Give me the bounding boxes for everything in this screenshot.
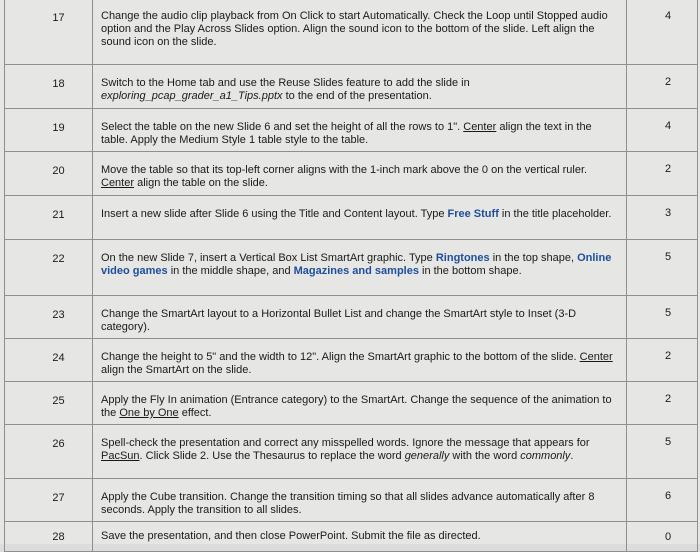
- description-text: generally: [404, 450, 450, 462]
- description-text: Select the table on the new Slide 6 and set the height of all the rows to 1".: [101, 121, 464, 133]
- step-description: [93, 65, 627, 109]
- step-number: 20: [52, 165, 65, 177]
- step-number-cell: [5, 152, 93, 196]
- description-text: On the new Slide 7, insert a Vertical Box List SmartArt graphic. Type: [101, 252, 436, 264]
- step-number: 28: [52, 531, 65, 543]
- typed-text: Free Stuff: [447, 208, 499, 220]
- step-number: 18: [52, 78, 65, 90]
- step-description: [93, 196, 627, 240]
- step-number-cell: [5, 240, 93, 296]
- typed-text: Magazines and samples: [293, 265, 419, 277]
- points-cell: [627, 240, 698, 296]
- points-cell: [627, 152, 698, 196]
- description-text: Move the table so that its top-left corner aligns with the 1-inch mark above the 0 on the vertical ruler.: [101, 164, 588, 176]
- table-row: [5, 196, 698, 240]
- step-description: [93, 240, 627, 296]
- description-text: Change the SmartArt layout to a Horizontal Bullet List and change the SmartArt style to Inset (3-D category).: [101, 308, 577, 333]
- table-row: [5, 296, 698, 339]
- table-row: [5, 65, 698, 109]
- step-number-cell: [5, 196, 93, 240]
- description-text: Change the height to 5" and the width to 12". Align the SmartArt graphic to the bottom of the slide.: [101, 351, 580, 363]
- description-text: .: [570, 450, 574, 462]
- description-text: with the word: [449, 450, 521, 462]
- description-text: Center: [579, 351, 613, 363]
- description-text: One by One: [119, 407, 179, 419]
- step-number: 17: [52, 12, 65, 24]
- points-value: 3: [664, 207, 672, 219]
- description-text: Spell-check the presentation and correct any misspelled words. Ignore the message that appears for: [101, 437, 590, 449]
- step-number-cell: [5, 296, 93, 339]
- description-text: Apply the Cube transition. Change the transition timing so that all slides advance automatically after 8 seconds. Apply the transition to all slides.: [101, 491, 595, 516]
- points-value: 2: [664, 76, 672, 88]
- step-number-cell: [5, 382, 93, 425]
- description-text: commonly: [520, 450, 571, 462]
- table-row: [5, 522, 698, 552]
- description-text: in the middle shape, and: [167, 265, 294, 277]
- description-text: align the table on the slide.: [134, 177, 268, 189]
- description-text: Switch to the Home tab and use the Reuse Slides feature to add the slide in: [101, 77, 470, 89]
- points-value: 2: [664, 393, 672, 405]
- step-description: [93, 479, 627, 522]
- points-cell: [627, 65, 698, 109]
- points-value: 4: [664, 120, 672, 132]
- description-text: Insert a new slide after Slide 6 using the Title and Content layout. Type: [101, 208, 448, 220]
- step-description: [93, 522, 627, 552]
- step-number: 23: [52, 309, 65, 321]
- step-number: 19: [52, 122, 65, 134]
- typed-text: Online video games: [101, 252, 612, 277]
- points-cell: [627, 296, 698, 339]
- description-text: in the top shape,: [489, 252, 578, 264]
- step-number: 21: [52, 209, 65, 221]
- description-text: Apply the Fly In animation (Entrance category) to the SmartArt. Change the sequence of the animation to the: [101, 394, 612, 419]
- points-cell: [627, 109, 698, 152]
- description-text: align the text in the table. Apply the Medium Style 1 table style to the table.: [101, 121, 592, 146]
- points-cell: [627, 339, 698, 382]
- step-number-cell: [5, 339, 93, 382]
- points-cell: [627, 196, 698, 240]
- description-text: to the end of the presentation.: [282, 90, 432, 102]
- file-name: exploring_pcap_grader_a1_Tips.pptx: [101, 90, 283, 102]
- description-text: PacSun: [101, 450, 140, 462]
- step-number: 22: [52, 253, 65, 265]
- table-row: [5, 425, 698, 479]
- step-description: [93, 382, 627, 425]
- description-text: effect.: [178, 407, 212, 419]
- step-number-cell: [5, 479, 93, 522]
- points-value: 5: [664, 436, 672, 448]
- points-cell: [627, 425, 698, 479]
- step-description: [93, 425, 627, 479]
- step-description: [93, 296, 627, 339]
- table-row: [5, 109, 698, 152]
- step-number-cell: [5, 0, 93, 65]
- steps-table: [4, 0, 698, 552]
- step-number: 25: [52, 395, 65, 407]
- points-value: 5: [664, 251, 672, 263]
- description-text: . Click Slide 2. Use the Thesaurus to replace the word: [139, 450, 405, 462]
- step-number-cell: [5, 522, 93, 552]
- description-text: in the bottom shape.: [418, 265, 522, 277]
- description-text: Change the audio clip playback from On Click to start Automatically. Check the Loop until Stopped audio option and the Play Across Slides option. Align the sound icon to the bottom of the slide. Left align the sound icon on the slide.: [101, 10, 608, 48]
- table-row: [5, 0, 698, 65]
- step-number-cell: [5, 109, 93, 152]
- typed-text: Ringtones: [435, 252, 490, 264]
- points-value: 4: [664, 10, 672, 22]
- step-number: 26: [52, 438, 65, 450]
- description-text: align the SmartArt on the slide.: [101, 364, 252, 376]
- points-value: 2: [664, 350, 672, 362]
- step-description: [93, 152, 627, 196]
- points-value: 2: [664, 163, 672, 175]
- description-text: Save the presentation, and then close PowerPoint. Submit the file as directed.: [101, 530, 481, 542]
- description-text: Center: [463, 121, 497, 133]
- points-cell: [627, 0, 698, 65]
- table-row: [5, 240, 698, 296]
- table-row: [5, 339, 698, 382]
- step-description: [93, 0, 627, 65]
- table-row: [5, 152, 698, 196]
- points-value: 0: [664, 531, 672, 543]
- description-text: Center: [101, 177, 135, 189]
- points-value: 5: [664, 307, 672, 319]
- step-number-cell: [5, 425, 93, 479]
- points-cell: [627, 479, 698, 522]
- step-number: 27: [52, 492, 65, 504]
- description-text: in the title placeholder.: [498, 208, 612, 220]
- step-number: 24: [52, 352, 65, 364]
- points-value: 6: [664, 490, 672, 502]
- step-description: [93, 109, 627, 152]
- points-cell: [627, 382, 698, 425]
- points-cell: [627, 522, 698, 552]
- table-row: [5, 479, 698, 522]
- step-description: [93, 339, 627, 382]
- table-row: [5, 382, 698, 425]
- step-number-cell: [5, 65, 93, 109]
